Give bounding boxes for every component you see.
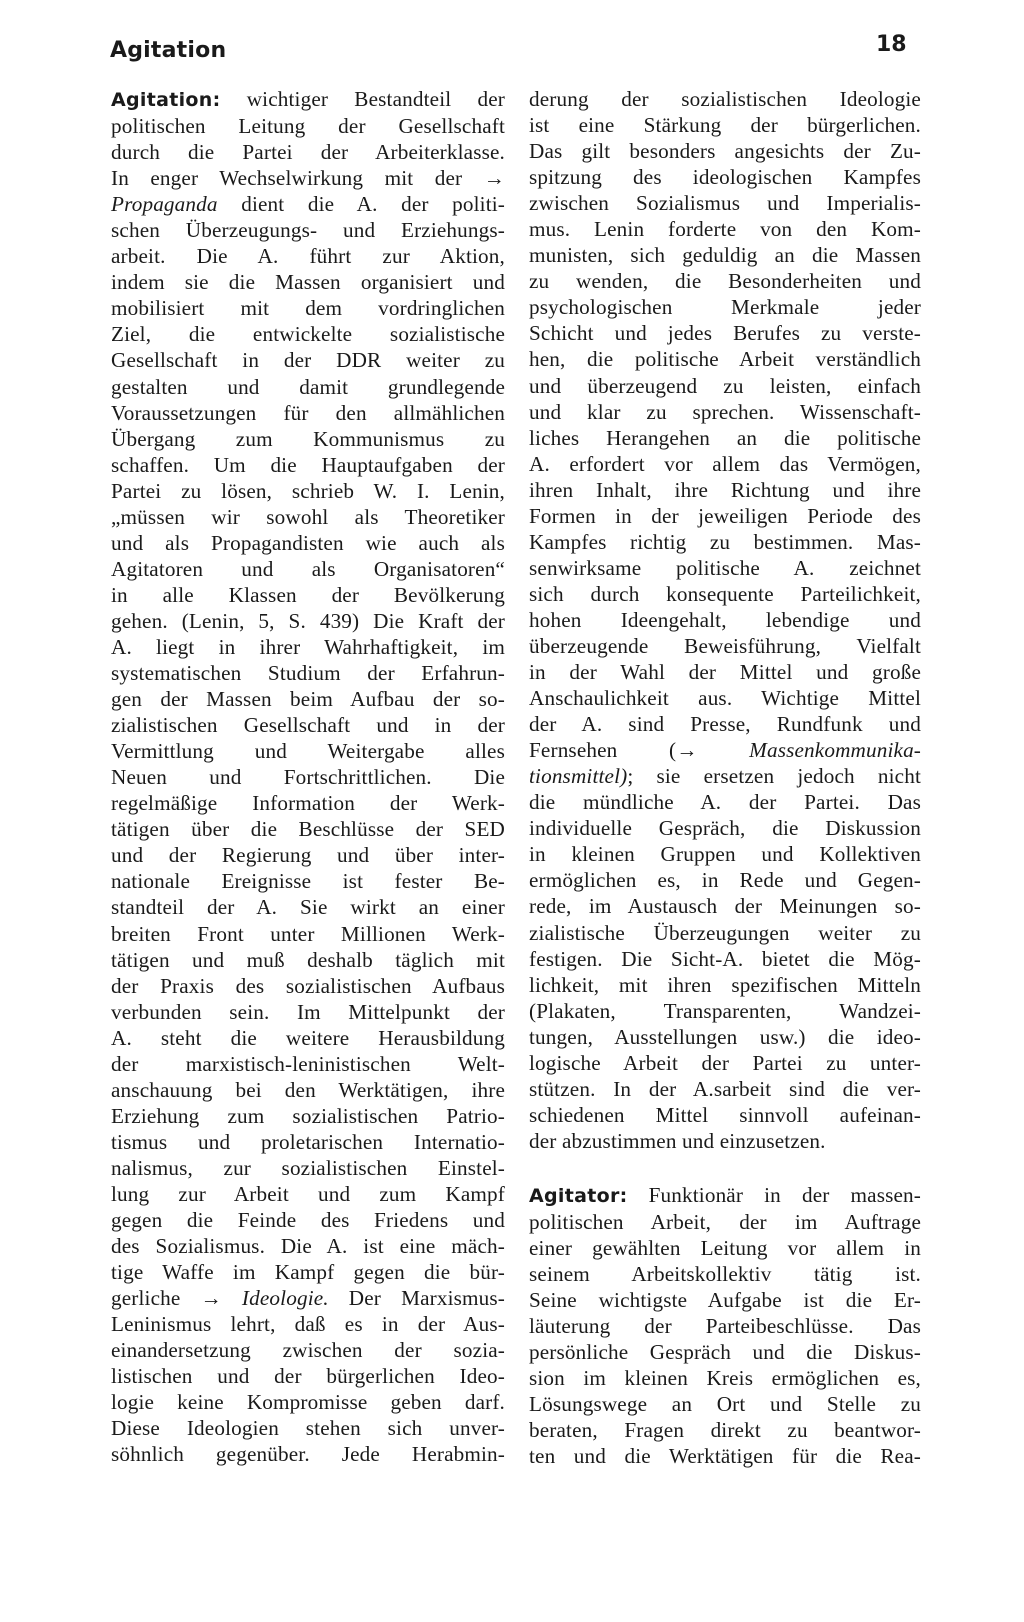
text-line: Schicht und jedes Berufes zu verste-	[529, 321, 921, 346]
text-line: breiten Front unter Millionen Werk-	[111, 921, 505, 946]
text-line: psychologischen Merkmale jeder	[529, 295, 921, 320]
text-line: des Sozialismus. Die A. ist eine mäch-	[111, 1234, 505, 1259]
text-line: Leninismus lehrt, daß es in der Aus-	[111, 1312, 505, 1337]
text-line: tionsmittel); sie ersetzen jedoch nicht	[529, 764, 921, 789]
text-line: die mündliche A. der Partei. Das	[529, 790, 921, 815]
text-line: spitzung des ideologischen Kampfes	[529, 165, 921, 190]
text-line: Anschaulichkeit aus. Wichtige Mittel	[529, 686, 921, 711]
text-line: In enger Wechselwirkung mit der →	[111, 166, 505, 191]
text-line: tätigen und muß deshalb täglich mit	[111, 947, 505, 972]
text-line: Lösungswege an Ort und Stelle zu	[529, 1392, 921, 1417]
text-line: standteil der A. Sie wirkt an einer	[111, 895, 505, 920]
text-line: politischen Arbeit, der im Auftrage	[529, 1209, 921, 1234]
text-line: verbunden sein. Im Mittelpunkt der	[111, 999, 505, 1024]
text-line: mus. Lenin forderte von den Kom-	[529, 217, 921, 242]
text-line: Partei zu lösen, schrieb W. I. Lenin,	[111, 478, 505, 503]
text-line: A. liegt in ihrer Wahrhaftigkeit, im	[111, 634, 505, 659]
text-line: ihren Inhalt, ihre Richtung und ihre	[529, 477, 921, 502]
text-line: der abzustimmen und einzusetzen.	[529, 1128, 826, 1153]
text-line: söhnlich gegenüber. Jede Herabmin-	[111, 1442, 505, 1467]
text-line: individuelle Gespräch, die Diskussion	[529, 816, 921, 841]
text-line: in der Wahl der Mittel und große	[529, 660, 921, 685]
text-line: munisten, sich geduldig an die Massen	[529, 243, 921, 268]
text-line: systematischen Studium der Erfahrun-	[111, 661, 505, 686]
text-line: zwischen Sozialismus und Imperialis-	[529, 191, 921, 216]
text-line: Kampfes richtig zu bestimmen. Mas-	[529, 529, 921, 554]
text-line: gehen. (Lenin, 5, S. 439) Die Kraft der	[111, 608, 505, 633]
text-line: gestalten und damit grundlegende	[111, 374, 505, 399]
text-line: Übergang zum Kommunismus zu	[111, 426, 505, 451]
text-line: nationale Ereignisse ist fester Be-	[111, 869, 505, 894]
column-right	[529, 86, 921, 1469]
text-line: gen der Massen beim Aufbau der so-	[111, 687, 505, 712]
text-line: A. erfordert vor allem das Vermögen,	[529, 451, 921, 476]
text-line: Erziehung zum sozialistischen Patrio-	[111, 1103, 505, 1128]
text-line: ten und die Werktätigen für die Rea-	[529, 1444, 921, 1469]
text-line: gegen die Feinde des Friedens und	[111, 1208, 505, 1233]
text-line: und überzeugend zu leisten, einfach	[529, 373, 921, 398]
text-line: „müssen wir sowohl als Theoretiker	[111, 504, 505, 529]
text-line: seinem Arbeitskollektiv tätig ist.	[529, 1262, 921, 1287]
text-line: und der Regierung und über inter-	[111, 843, 505, 868]
text-line: lichkeit, mit ihren spezifischen Mitteln	[529, 972, 921, 997]
text-line: Formen in der jeweiligen Periode des	[529, 503, 921, 528]
text-line: festigen. Die Sicht-A. bietet die Mög-	[529, 946, 921, 971]
text-line: anschauung bei den Werktätigen, ihre	[111, 1077, 505, 1102]
text-line: zialistischen Gesellschaft und in der	[111, 713, 505, 738]
text-line: Vermittlung und Weitergabe alles	[111, 739, 505, 764]
text-line: der A. sind Presse, Rundfunk und	[529, 712, 921, 737]
text-line: durch die Partei der Arbeiterklasse.	[111, 140, 505, 165]
text-line: Gesellschaft in der DDR weiter zu	[111, 348, 505, 373]
text-line: listischen und der bürgerlichen Ideo-	[111, 1364, 505, 1389]
text-line: Diese Ideologien stehen sich unver-	[111, 1416, 505, 1441]
text-line: politischen Leitung der Gesellschaft	[111, 114, 505, 139]
text-line: nalismus, zur sozialistischen Einstel-	[111, 1155, 505, 1180]
text-line: Neuen und Fortschrittlichen. Die	[111, 765, 505, 790]
text-line: Agitation: wichtiger Bestandteil der	[111, 87, 505, 111]
text-line: regelmäßige Information der Werk-	[111, 791, 505, 816]
text-line: tätigen über die Beschlüsse der SED	[111, 817, 505, 842]
text-line: sich durch konsequente Parteilichkeit,	[529, 581, 921, 606]
text-line: derung der sozialistischen Ideologie	[529, 87, 921, 111]
text-line: mobilisiert mit dem vordringlichen	[111, 296, 505, 321]
text-line: logie keine Kompromisse geben darf.	[111, 1390, 505, 1415]
cross-reference: Ideologie.	[241, 1286, 329, 1311]
text-line: Fernsehen (→ Massenkommunika-	[529, 738, 922, 763]
text-line: rede, im Austausch der Meinungen so-	[529, 894, 921, 919]
text-line: Agitator: Funktionär in der massen-	[529, 1182, 921, 1207]
text-line: einandersetzung zwischen der sozia-	[111, 1338, 505, 1363]
text-line: überzeugende Beweisführung, Vielfalt	[529, 633, 921, 658]
text-line: Agitatoren und als Organisatoren“	[111, 556, 505, 581]
text-line: hen, die politische Arbeit verständlich	[529, 347, 921, 372]
text-line: läuterung der Parteibeschlüsse. Das	[529, 1314, 921, 1339]
text-line: Das gilt besonders angesichts der Zu-	[529, 139, 921, 164]
cross-reference: tionsmittel)	[529, 764, 628, 789]
text-line: der Praxis des sozialistischen Aufbaus	[111, 973, 505, 998]
column-left	[111, 86, 505, 1467]
text-line: lung zur Arbeit und zum Kampf	[111, 1181, 505, 1206]
text-line: Propaganda dient die A. der politi-	[111, 192, 505, 217]
text-line: liches Herangehen an die politische	[529, 425, 921, 450]
cross-reference: Propaganda	[111, 192, 218, 217]
text-line: der marxistisch-leninistischen Welt-	[111, 1051, 505, 1076]
text-line: schaffen. Um die Hauptaufgaben der	[111, 452, 505, 477]
text-line: tismus und proletarischen Internatio-	[111, 1129, 505, 1154]
text-line: beraten, Fragen direkt zu beantwor-	[529, 1418, 921, 1443]
text-line: schen Überzeugungs- und Erziehungs-	[111, 218, 505, 243]
entry-term: Agitator:	[529, 1184, 628, 1207]
running-head: Agitation	[110, 38, 227, 63]
text-line: schiedenen Mittel sinnvoll aufeinan-	[529, 1102, 921, 1127]
text-line: und klar zu sprechen. Wissenschaft-	[529, 399, 921, 424]
text-line: ist eine Stärkung der bürgerlichen.	[529, 113, 921, 138]
text-line: einer gewählten Leitung vor allem in	[529, 1236, 921, 1261]
text-line: A. steht die weitere Herausbildung	[111, 1025, 505, 1050]
text-line: senwirksame politische A. zeichnet	[529, 555, 921, 580]
text-line: Ziel, die entwickelte sozialistische	[111, 322, 505, 347]
entry-separator	[529, 1154, 921, 1182]
text-line: sion im kleinen Kreis ermöglichen es,	[529, 1366, 921, 1391]
text-line: Voraussetzungen für den allmählichen	[111, 400, 505, 425]
text-line: ermöglichen es, in Rede und Gegen-	[529, 868, 921, 893]
text-line: hohen Ideengehalt, lebendige und	[529, 607, 921, 632]
cross-reference: Massenkommunika-	[749, 738, 922, 763]
text-line: arbeit. Die A. führt zur Aktion,	[111, 244, 505, 269]
text-line: in alle Klassen der Bevölkerung	[111, 582, 505, 607]
text-line: zu wenden, die Besonderheiten und	[529, 269, 921, 294]
text-line: Seine wichtigste Aufgabe ist die Er-	[529, 1288, 921, 1313]
page-number: 18	[876, 32, 907, 57]
text-line: gerliche → Ideologie. Der Marxismus-	[111, 1286, 505, 1311]
text-line: indem sie die Massen organisiert und	[111, 270, 505, 295]
text-line: stützen. In der A.sarbeit sind die ver-	[529, 1076, 921, 1101]
text-line: persönliche Gespräch und die Diskus-	[529, 1340, 921, 1365]
text-line: in kleinen Gruppen und Kollektiven	[529, 842, 921, 867]
text-line: und als Propagandisten wie auch als	[111, 530, 505, 555]
text-line: logische Arbeit der Partei zu unter-	[529, 1050, 921, 1075]
text-line: tige Waffe im Kampf gegen die bür-	[111, 1260, 505, 1285]
text-line: zialistische Überzeugungen weiter zu	[529, 920, 921, 945]
entry-term: Agitation:	[111, 89, 221, 111]
text-line: (Plakaten, Transparenten, Wandzei-	[529, 998, 921, 1023]
text-line: tungen, Ausstellungen usw.) die ideo-	[529, 1024, 921, 1049]
